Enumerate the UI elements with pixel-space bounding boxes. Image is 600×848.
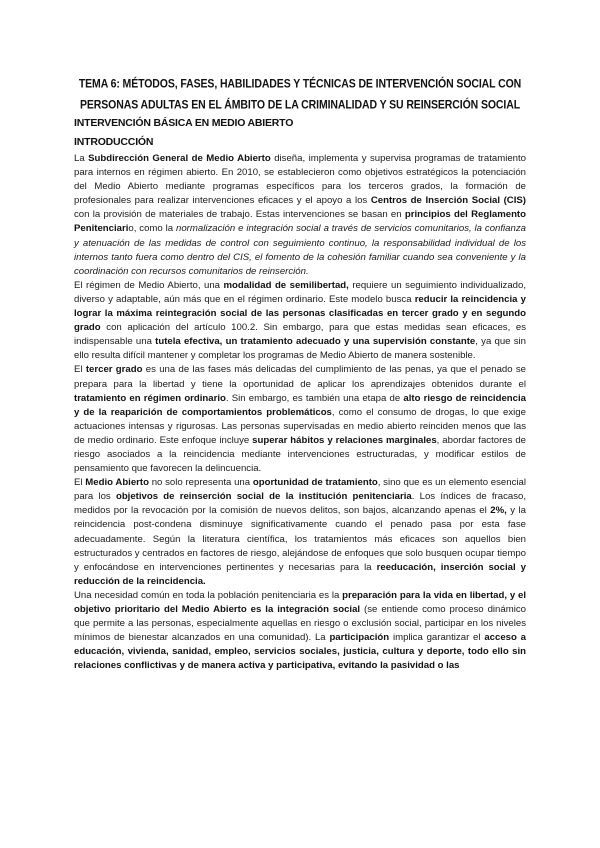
bold-text: tratamiento en régimen ordinario (74, 392, 226, 404)
bold-text: Centros de Inserción Social (CIS) (370, 195, 526, 207)
bold-text: acceso a educación, vivienda, sanidad, empleo, servicios sociales, justicia, cultura y deporte, todo ello sin relaciones conflictivas y de manera activa y participativa, evitando la pasividad o las (74, 632, 526, 672)
bold-text: Subdirección General de Medio Abierto (88, 153, 271, 164)
bold-text: Medio Abierto (85, 477, 149, 489)
bold-text: tercer grado (85, 364, 143, 376)
document-subtitle: INTERVENCIÓN BÁSICA EN MEDIO ABIERTO (74, 117, 294, 129)
bold-text: superar hábitos y relaciones marginales (252, 434, 437, 446)
bold-text: tutela efectiva, un tratamiento adecuado y una supervisión constante (155, 336, 476, 348)
bold-text: objetivos de reinserción social de la institución penitenciaria (115, 491, 412, 503)
paragraph-4: El Medio Abierto no solo representa una oportunidad de tratamiento, sino que es un elemento esencial para los objetivos de reinserción social de la institución penitenciaria. Los índices de fracaso, medidos por la revocación por la comisión de nuevos delitos, son bajos, alcanzando apenas el 2%, y la reincidencia post-condena disminuye significativamente cuando el penado pasa por esta fase adecuadamente. Según la literatura científica, los tratamientos más eficaces son aquellos bien estructurados y centrados en factores de riesgo, alejándose de enfoques que solo busquen ocupar tiempo y enfocándose en intervenciones pertinentes y necesarias para la reeducación, inserción social y reducción de la reincidencia. (74, 477, 527, 587)
italic-text: normalización e integración social a través de servicios comunitarios, la confianza y atenuación de las medidas de control con seguimiento continuo, la responsabilidad individual de los internos tanto fuera como dentro del CIS, el fomento de la cohesión familiar cuando sea conveniente y la coordinación con recursos comunitarios de reinserción. (74, 223, 526, 277)
bold-text: alto riesgo de reincidencia y de la reaparición de comportamientos problemáticos (74, 392, 526, 418)
document-body (74, 152, 526, 673)
paragraph-5: Una necesidad común en toda la población penitenciaria es la preparación para la vida en libertad, y el objetivo prioritario del Medio Abierto es la integración social (se entiende como proceso dinámico que permite a las personas, especialmente aquellas en riesgo o exclusión social, participar en los niveles mínimos de bienestar alcanzados en una comunidad). La participación implica garantizar el acceso a educación, vivienda, sanidad, empleo, servicios sociales, justicia, cultura y deporte, todo ello sin relaciones conflictivas y de manera activa y participativa, evitando la pasividad o las (74, 589, 526, 672)
section-heading: INTRODUCCIÓN (74, 136, 154, 148)
bold-text: reducir la reincidencia y lograr la máxima reintegración social de las personas clasificadas en tercer grado y en segundo grado (74, 293, 526, 334)
paragraph-1: La Subdirección General de Medio Abierto diseña, implementa y supervisa programas de tratamiento para internos en régimen abierto. En 2010, se establecieron como objetivos estratégicos la potenciación del Medio Abierto mediante programas específicos para los terceros grados, la formación de profesionales para realizar intervenciones eficaces y el apoyo a los Centros de Inserción Social (CIS) con la provisión de materiales de trabajo. Estas intervenciones se basan en principios del Reglamento Penitenciario, como la normalización e integración social a través de servicios comunitarios, la confianza y atenuación de las medidas de control con seguimiento continuo, la responsabilidad individual de los internos tanto fuera como dentro del CIS, el fomento de la cohesión familiar cuando sea conveniente y la coordinación con recursos comunitarios de reinserción. (74, 153, 526, 277)
bold-text: modalidad de semilibertad, (223, 279, 349, 291)
bold-text: 2%, (490, 505, 507, 517)
document-title: TEMA 6: MÉTODOS, FASES, HABILIDADES Y TÉCNICAS DE INTERVENCIÓN SOCIAL CON PERSONAS ADULTAS EN EL ÁMBITO DE LA CRIMINALIDAD Y SU REINSERCIÓN SOCIAL (78, 77, 522, 113)
bold-text: participación (329, 632, 390, 644)
bold-text: principios del Reglamento Penitenciari (74, 209, 526, 235)
paragraph-2: El régimen de Medio Abierto, una modalidad de semilibertad, requiere un seguimiento individualizado, diverso y adaptable, aún más que en el régimen ordinario. Este modelo busca reducir la reincidencia y lograr la máxima reintegración social de las personas clasificadas en tercer grado y en segundo grado con aplicación del artículo 100.2. Sin embargo, para que estas medidas sean eficaces, es indispensable una tutela efectiva, un tratamiento adecuado y una supervisión constante, ya que sin ello resulta difícil mantener y completar los programas de Medio Abierto de manera sostenible. (74, 279, 526, 362)
bold-text: reeducación, inserción social y reducción de la reincidencia. (74, 561, 526, 587)
paragraph-3: El tercer grado es una de las fases más delicadas del cumplimiento de las penas, ya que el penado se prepara para la libertad y tiene la oportunidad de aplicar los aprendizajes obtenidos durante el tratamiento en régimen ordinario. Sin embargo, es también una etapa de alto riesgo de reincidencia y de la reaparición de comportamientos problemáticos, como el consumo de drogas, lo que exige actuaciones intensas y rigurosas. Las personas supervisadas en medio abierto reinciden menos que las de medio ordinario. Este enfoque incluye superar hábitos y relaciones marginales, abordar factores de riesgo asociados a la reincidencia mediante intervenciones estructuradas, y modificar estilos de pensamiento que favorecen la delincuencia. (74, 364, 527, 475)
bold-text: preparación para la vida en libertad, y el objetivo prioritario del Medio Abierto es la integración social (74, 589, 526, 615)
bold-text: oportunidad de tratamiento (252, 477, 378, 489)
